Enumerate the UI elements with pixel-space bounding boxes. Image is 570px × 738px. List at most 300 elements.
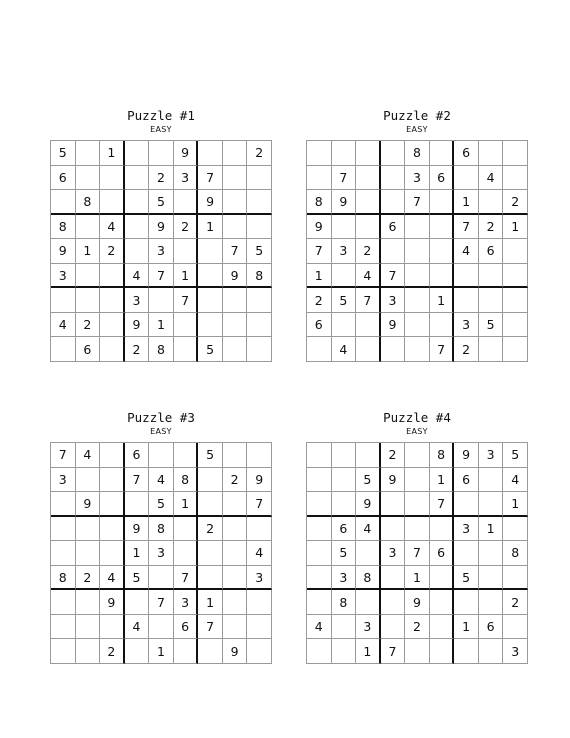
sudoku-cell: 7 (149, 264, 174, 289)
sudoku-cell: 2 (454, 337, 479, 362)
sudoku-grid (306, 442, 528, 664)
sudoku-cell: 2 (479, 215, 504, 240)
sudoku-cell: 4 (247, 541, 272, 566)
sudoku-cell (125, 215, 150, 240)
sudoku-cell: 6 (76, 337, 101, 362)
sudoku-cell (247, 443, 272, 468)
puzzle-1 (50, 108, 272, 357)
sudoku-cell: 7 (223, 239, 248, 264)
sudoku-cell: 9 (51, 239, 76, 264)
sudoku-cell: 5 (454, 566, 479, 591)
sudoku-cell (198, 264, 223, 289)
sudoku-cell: 4 (76, 443, 101, 468)
sudoku-cell: 4 (100, 215, 125, 240)
puzzle-3 (50, 410, 272, 659)
sudoku-cell: 2 (356, 239, 381, 264)
sudoku-cell (381, 337, 406, 362)
sudoku-cell (76, 141, 101, 166)
sudoku-cell: 6 (307, 313, 332, 338)
sudoku-cell (479, 141, 504, 166)
sudoku-cell (454, 639, 479, 664)
sudoku-cell: 5 (479, 313, 504, 338)
sudoku-cell (307, 541, 332, 566)
sudoku-cell (76, 615, 101, 640)
sudoku-cell: 2 (100, 239, 125, 264)
sudoku-cell: 3 (174, 166, 199, 191)
sudoku-cell (100, 264, 125, 289)
sudoku-cell: 7 (149, 590, 174, 615)
sudoku-cell: 9 (125, 517, 150, 542)
sudoku-cell: 9 (223, 639, 248, 664)
sudoku-cell (223, 541, 248, 566)
sudoku-cell (503, 166, 528, 191)
sudoku-cell (405, 468, 430, 493)
sudoku-cell: 4 (125, 615, 150, 640)
sudoku-cell: 7 (51, 443, 76, 468)
sudoku-cell (332, 615, 357, 640)
sudoku-cell (51, 639, 76, 664)
sudoku-cell: 4 (51, 313, 76, 338)
sudoku-cell: 1 (100, 141, 125, 166)
sudoku-cell (174, 190, 199, 215)
sudoku-cell (247, 517, 272, 542)
sudoku-cell (381, 166, 406, 191)
sudoku-cell: 1 (405, 566, 430, 591)
sudoku-cell: 5 (356, 468, 381, 493)
sudoku-cell (479, 190, 504, 215)
sudoku-cell: 3 (247, 566, 272, 591)
sudoku-cell: 9 (100, 590, 125, 615)
sudoku-cell (405, 337, 430, 362)
sudoku-cell: 1 (198, 590, 223, 615)
sudoku-cell (356, 443, 381, 468)
sudoku-cell: 2 (76, 566, 101, 591)
sudoku-cell (405, 264, 430, 289)
sudoku-cell (247, 288, 272, 313)
sudoku-cell (356, 313, 381, 338)
sudoku-cell: 4 (332, 337, 357, 362)
sudoku-cell (76, 288, 101, 313)
sudoku-cell: 8 (332, 590, 357, 615)
sudoku-cell: 4 (503, 468, 528, 493)
sudoku-cell (125, 590, 150, 615)
sudoku-cell: 8 (405, 141, 430, 166)
sudoku-cell (381, 615, 406, 640)
sudoku-cell: 2 (503, 590, 528, 615)
sudoku-cell: 3 (125, 288, 150, 313)
sudoku-cell (100, 190, 125, 215)
sudoku-cell (125, 141, 150, 166)
sudoku-cell: 7 (125, 468, 150, 493)
sudoku-cell: 7 (430, 337, 455, 362)
sudoku-cell (430, 566, 455, 591)
sudoku-cell (503, 288, 528, 313)
sudoku-cell: 8 (51, 566, 76, 591)
sudoku-cell: 9 (198, 190, 223, 215)
sudoku-cell (174, 541, 199, 566)
sudoku-cell (405, 639, 430, 664)
sudoku-cell (247, 615, 272, 640)
sudoku-cell: 9 (76, 492, 101, 517)
sudoku-cell (223, 337, 248, 362)
sudoku-cell: 8 (51, 215, 76, 240)
sudoku-cell (479, 264, 504, 289)
sudoku-cell (503, 313, 528, 338)
sudoku-cell (100, 443, 125, 468)
sudoku-cell (430, 590, 455, 615)
sudoku-cell: 1 (174, 264, 199, 289)
sudoku-cell (307, 590, 332, 615)
sudoku-cell: 7 (174, 288, 199, 313)
sudoku-cell (405, 288, 430, 313)
sudoku-cell: 1 (430, 288, 455, 313)
sudoku-cell: 4 (356, 264, 381, 289)
sudoku-cell (100, 615, 125, 640)
sudoku-cell (430, 141, 455, 166)
sudoku-cell: 4 (307, 615, 332, 640)
sudoku-cell (356, 190, 381, 215)
sudoku-cell: 3 (356, 615, 381, 640)
sudoku-cell: 8 (149, 337, 174, 362)
sudoku-cell: 6 (174, 615, 199, 640)
sudoku-cell (125, 190, 150, 215)
sudoku-cell: 4 (149, 468, 174, 493)
sudoku-cell: 4 (125, 264, 150, 289)
puzzle-title: Puzzle #3 (127, 410, 195, 425)
puzzle-difficulty: EASY (406, 125, 428, 134)
sudoku-cell (76, 541, 101, 566)
sudoku-cell: 2 (100, 639, 125, 664)
sudoku-cell (51, 190, 76, 215)
sudoku-cell: 6 (430, 166, 455, 191)
sudoku-cell (430, 517, 455, 542)
sudoku-cell (76, 468, 101, 493)
sudoku-cell: 3 (503, 639, 528, 664)
sudoku-cell: 6 (381, 215, 406, 240)
sudoku-cell (100, 288, 125, 313)
sudoku-cell (51, 541, 76, 566)
sudoku-cell (100, 468, 125, 493)
sudoku-cell: 3 (454, 313, 479, 338)
sudoku-cell (430, 615, 455, 640)
sudoku-grid (50, 442, 272, 664)
sudoku-cell: 3 (479, 443, 504, 468)
sudoku-cell: 2 (307, 288, 332, 313)
sudoku-cell (198, 141, 223, 166)
sudoku-cell (247, 166, 272, 191)
sudoku-cell (381, 141, 406, 166)
sudoku-cell: 5 (149, 492, 174, 517)
sudoku-cell: 7 (307, 239, 332, 264)
sudoku-cell: 7 (381, 639, 406, 664)
sudoku-cell: 9 (332, 190, 357, 215)
sudoku-cell (51, 288, 76, 313)
sudoku-cell (332, 215, 357, 240)
sudoku-cell: 3 (149, 239, 174, 264)
sudoku-cell (430, 239, 455, 264)
sudoku-cell (125, 166, 150, 191)
sudoku-cell: 9 (405, 590, 430, 615)
sudoku-cell (430, 313, 455, 338)
sudoku-cell: 4 (356, 517, 381, 542)
sudoku-cell (223, 590, 248, 615)
puzzle-title: Puzzle #2 (383, 108, 451, 123)
sudoku-cell (76, 215, 101, 240)
sudoku-cell: 9 (223, 264, 248, 289)
sudoku-cell: 1 (503, 215, 528, 240)
puzzle-difficulty: EASY (150, 427, 172, 436)
sudoku-cell: 1 (430, 468, 455, 493)
sudoku-cell (503, 566, 528, 591)
sudoku-cell (174, 517, 199, 542)
sudoku-cell (405, 239, 430, 264)
sudoku-cell: 7 (247, 492, 272, 517)
sudoku-cell: 3 (332, 566, 357, 591)
sudoku-cell: 3 (381, 288, 406, 313)
sudoku-cell (503, 337, 528, 362)
sudoku-grid (50, 140, 272, 362)
sudoku-cell (307, 492, 332, 517)
sudoku-cell (100, 541, 125, 566)
sudoku-cell: 5 (125, 566, 150, 591)
sudoku-cell (307, 639, 332, 664)
sudoku-cell (430, 264, 455, 289)
sudoku-cell (149, 615, 174, 640)
sudoku-grid (306, 140, 528, 362)
sudoku-cell (149, 288, 174, 313)
sudoku-cell (405, 313, 430, 338)
sudoku-cell (479, 541, 504, 566)
sudoku-cell: 3 (454, 517, 479, 542)
sudoku-cell (125, 639, 150, 664)
sudoku-cell (174, 239, 199, 264)
sudoku-cell: 5 (247, 239, 272, 264)
sudoku-cell (198, 492, 223, 517)
sudoku-cell: 5 (51, 141, 76, 166)
sudoku-cell: 7 (405, 190, 430, 215)
sudoku-cell (332, 492, 357, 517)
sudoku-cell: 2 (174, 215, 199, 240)
sudoku-cell (479, 468, 504, 493)
sudoku-cell: 7 (198, 615, 223, 640)
puzzle-title: Puzzle #1 (127, 108, 195, 123)
sudoku-cell (198, 288, 223, 313)
sudoku-cell: 8 (149, 517, 174, 542)
sudoku-cell: 2 (76, 313, 101, 338)
sudoku-cell: 9 (356, 492, 381, 517)
sudoku-cell (76, 264, 101, 289)
sudoku-cell (76, 590, 101, 615)
sudoku-cell (332, 639, 357, 664)
sudoku-cell (454, 264, 479, 289)
sudoku-cell: 1 (174, 492, 199, 517)
sudoku-cell (247, 337, 272, 362)
sudoku-cell (100, 492, 125, 517)
sudoku-cell: 8 (307, 190, 332, 215)
sudoku-cell (307, 337, 332, 362)
sudoku-cell: 9 (174, 141, 199, 166)
sudoku-cell: 2 (247, 141, 272, 166)
sudoku-cell: 6 (479, 239, 504, 264)
sudoku-cell: 9 (149, 215, 174, 240)
sudoku-cell: 7 (405, 541, 430, 566)
sudoku-cell (479, 492, 504, 517)
sudoku-cell: 1 (307, 264, 332, 289)
sudoku-cell (479, 639, 504, 664)
sudoku-cell: 3 (51, 264, 76, 289)
sudoku-cell (307, 566, 332, 591)
sudoku-cell (454, 492, 479, 517)
sudoku-cell: 9 (125, 313, 150, 338)
sudoku-cell (223, 566, 248, 591)
sudoku-cell: 2 (405, 615, 430, 640)
sudoku-cell (430, 190, 455, 215)
sudoku-cell: 8 (174, 468, 199, 493)
sudoku-cell: 1 (503, 492, 528, 517)
sudoku-cell: 5 (198, 337, 223, 362)
sudoku-cell: 9 (247, 468, 272, 493)
sudoku-cell (223, 615, 248, 640)
sudoku-cell: 3 (332, 239, 357, 264)
sudoku-cell: 8 (247, 264, 272, 289)
sudoku-cell: 8 (503, 541, 528, 566)
sudoku-cell (479, 337, 504, 362)
sudoku-cell (125, 492, 150, 517)
sudoku-cell (223, 517, 248, 542)
sudoku-cell (479, 590, 504, 615)
sudoku-cell: 5 (332, 288, 357, 313)
sudoku-cell (503, 141, 528, 166)
sudoku-cell: 2 (503, 190, 528, 215)
sudoku-cell (247, 590, 272, 615)
sudoku-cell: 6 (430, 541, 455, 566)
sudoku-cell (51, 492, 76, 517)
sudoku-cell (356, 166, 381, 191)
puzzle-2 (306, 108, 528, 357)
sudoku-cell: 8 (76, 190, 101, 215)
sudoku-cell (198, 566, 223, 591)
sudoku-cell (51, 517, 76, 542)
sudoku-cell (223, 443, 248, 468)
sudoku-cell (454, 541, 479, 566)
sudoku-cell: 9 (381, 313, 406, 338)
sudoku-cell (223, 288, 248, 313)
sudoku-cell: 7 (332, 166, 357, 191)
sudoku-cell (332, 443, 357, 468)
sudoku-cell: 2 (198, 517, 223, 542)
sudoku-cell: 1 (356, 639, 381, 664)
sudoku-cell: 1 (76, 239, 101, 264)
sudoku-cell (198, 239, 223, 264)
sudoku-cell (247, 190, 272, 215)
sudoku-cell (223, 492, 248, 517)
sudoku-cell: 2 (149, 166, 174, 191)
sudoku-cell: 3 (149, 541, 174, 566)
sudoku-cell: 2 (125, 337, 150, 362)
sudoku-cell (307, 517, 332, 542)
sudoku-cell: 5 (332, 541, 357, 566)
sudoku-cell (51, 590, 76, 615)
sudoku-cell: 6 (332, 517, 357, 542)
puzzle-difficulty: EASY (406, 427, 428, 436)
sudoku-cell (405, 517, 430, 542)
sudoku-cell: 6 (479, 615, 504, 640)
sudoku-cell (430, 215, 455, 240)
sudoku-cell: 5 (149, 190, 174, 215)
sudoku-cell (76, 166, 101, 191)
sudoku-cell: 4 (454, 239, 479, 264)
sudoku-cell: 7 (430, 492, 455, 517)
sudoku-cell: 7 (356, 288, 381, 313)
sudoku-cell: 5 (198, 443, 223, 468)
sudoku-cell (223, 313, 248, 338)
sudoku-cell (198, 313, 223, 338)
sudoku-cell (405, 215, 430, 240)
sudoku-cell (356, 141, 381, 166)
sudoku-cell (125, 239, 150, 264)
sudoku-cell: 1 (479, 517, 504, 542)
sudoku-cell (503, 264, 528, 289)
sudoku-cell: 3 (381, 541, 406, 566)
sudoku-cell (479, 566, 504, 591)
sudoku-cell: 3 (174, 590, 199, 615)
sudoku-cell: 7 (381, 264, 406, 289)
sudoku-cell: 4 (100, 566, 125, 591)
sudoku-cell (307, 443, 332, 468)
sudoku-cell (332, 313, 357, 338)
sudoku-cell: 1 (454, 615, 479, 640)
sudoku-cell (198, 639, 223, 664)
sudoku-cell: 4 (479, 166, 504, 191)
sudoku-cell (100, 337, 125, 362)
sudoku-cell (454, 166, 479, 191)
sudoku-cell (51, 615, 76, 640)
sudoku-cell: 6 (51, 166, 76, 191)
sudoku-cell (174, 639, 199, 664)
sudoku-cell: 1 (149, 313, 174, 338)
puzzle-difficulty: EASY (150, 125, 172, 134)
sudoku-cell (503, 615, 528, 640)
sudoku-cell: 7 (198, 166, 223, 191)
sudoku-cell (247, 313, 272, 338)
sudoku-cell: 9 (307, 215, 332, 240)
sudoku-cell (174, 313, 199, 338)
sudoku-cell (223, 141, 248, 166)
sudoku-cell (247, 639, 272, 664)
sudoku-cell: 6 (125, 443, 150, 468)
sudoku-cell (479, 288, 504, 313)
sudoku-cell (503, 517, 528, 542)
sudoku-cell (454, 288, 479, 313)
sudoku-cell: 5 (503, 443, 528, 468)
sudoku-cell (223, 166, 248, 191)
sudoku-cell: 1 (149, 639, 174, 664)
sudoku-cell: 1 (198, 215, 223, 240)
sudoku-cell (332, 468, 357, 493)
sudoku-cell: 2 (223, 468, 248, 493)
sudoku-cell: 8 (430, 443, 455, 468)
sudoku-cell (174, 337, 199, 362)
sudoku-cell (149, 566, 174, 591)
sudoku-cell (149, 443, 174, 468)
sudoku-cell (198, 541, 223, 566)
sudoku-cell (332, 264, 357, 289)
sudoku-cell: 8 (356, 566, 381, 591)
sudoku-cell: 1 (454, 190, 479, 215)
sudoku-cell (332, 141, 357, 166)
sudoku-cell (503, 239, 528, 264)
sudoku-cell: 3 (51, 468, 76, 493)
